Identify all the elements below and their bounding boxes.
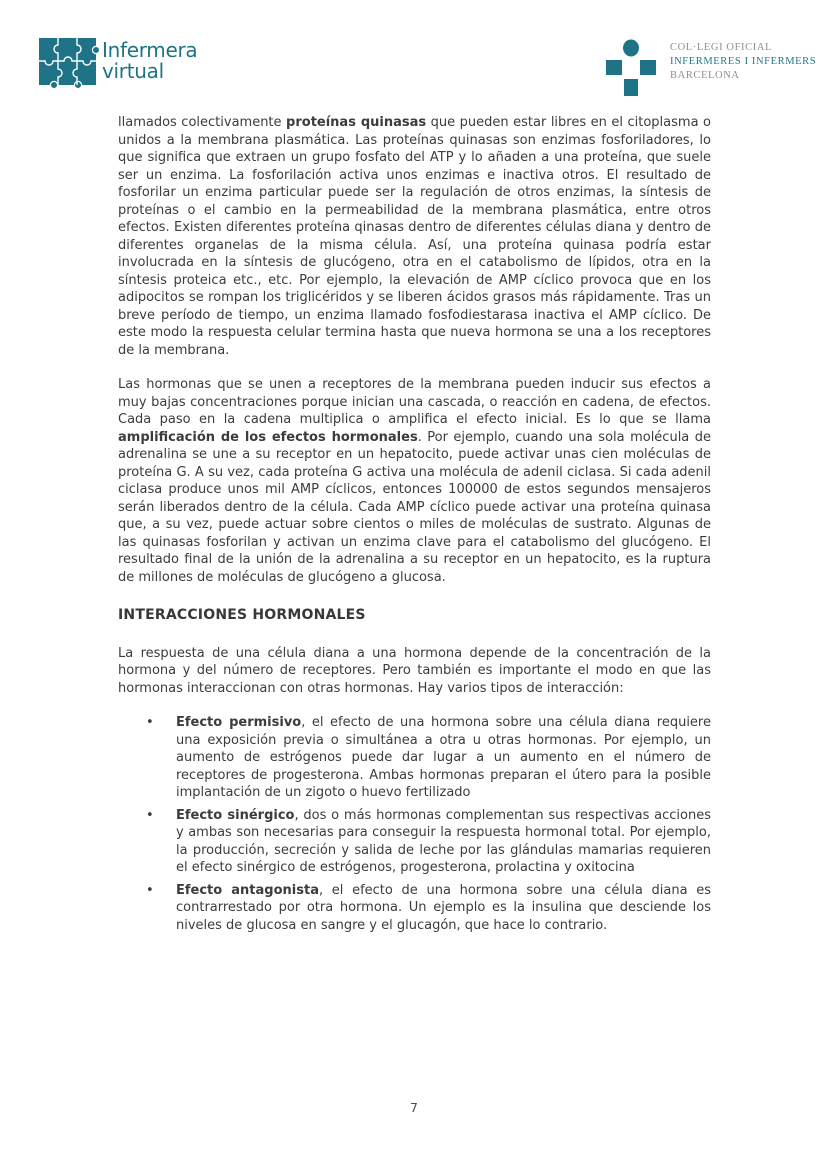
puzzle-icon (38, 37, 100, 91)
intro-paragraph-interacciones: La respuesta de una célula diana a una hormona depende de la concentración de la hormona y del número de receptores. Pero también es importante el modo en que las hormonas interaccionan con otras hormonas. Hay varios tipos de interacción: (118, 645, 711, 696)
logo-line-barcelona: BARCELONA (670, 70, 740, 81)
page-number: 7 (410, 1100, 418, 1115)
infermera-virtual-wordmark (102, 40, 197, 82)
logo-line-infermeres: INFERMERES I INFERMERS (670, 56, 817, 67)
interaction-types-list (118, 714, 711, 934)
collegi-wordmark (670, 41, 816, 83)
infermera-virtual-logo (38, 37, 197, 91)
cross-icon (604, 38, 658, 96)
bullet-item-efecto-antagonista: • Efecto antagonista, el efecto de una hormona sobre una célula diana es contrarrestado por otra hormona. Un ejemplo es la insulina que desciende los niveles de glucosa en sangre y el glucagón, que hace lo contrario. (118, 882, 711, 935)
section-heading-interacciones-hormonales: INTERACCIONES HORMONALES (118, 607, 366, 623)
logo-word-infermera: Infermera (102, 38, 198, 62)
body-paragraph-amplification: Las hormonas que se unen a receptores de la membrana pueden inducir sus efectos a muy bajas concentraciones porque inician una cascada, o reacción en cadena, de efectos. Cada paso en la cadena multiplica o amplifica el efecto inicial. Es lo que se llama amplificación de los efectos hormonales. Por ejemplo, cuando una sola molécula de adrenalina se une a su receptor en un hepatocito, puede activar unas cien moléculas de proteína G. A su vez, cada proteína G activa una molécula de adenil ciclasa. Si cada adenil ciclasa produce unos mil AMP cíclicos, entonces 100000 de estos segundos mensajeros serán liberados dentro de la célula. Cada AMP cíclico puede activar una proteína quinasa que, a su vez, puede actuar sobre cientos o miles de moléculas de sustrato. Algunas de las quinasas fosforilan y activan un enzima clave para el catabolismo del glucógeno. El resultado final de la unión de la adrenalina a su receptor en un hepatocito, es la ruptura de millones de moléculas de glucógeno a glucosa. (118, 377, 711, 585)
bullet-item-efecto-permisivo: • Efecto permisivo, el efecto de una hormona sobre una célula diana requiere una exposición previa o simultánea a otra u otras hormonas. Por ejemplo, un aumento de estrógenos puede dar lugar a un aumento en el número de receptores de progesterona. Ambas hormonas preparan el útero para la posible implantación de un zigoto o huevo fertilizado (118, 714, 711, 802)
collegi-infermeres-logo (604, 38, 816, 96)
body-paragraph-protein-kinases: llamados colectivamente proteínas quinasas que pueden estar libres en el citoplasma o unidos a la membrana plasmática. Las proteínas quinasas son enzimas fosforiladores, lo que significa que extraen un grupo fosfato del ATP y lo añaden a una proteína, que suele ser un enzima. La fosforilación activa unos enzimas e inactiva otros. El resultado de fosforilar un enzima particular puede ser la regulación de otros enzimas, la síntesis de proteínas o el cambio en la permeabilidad de la membrana plasmática, entre otros efectos. Existen diferentes proteína qinasas dentro de diferentes células diana y dentro de diferentes organelas de la misma célula. Así, una proteína quinasa podría estar involucrada en la síntesis de glucógeno, otra en el catabolismo de lípidos, otra en la síntesis proteica etc., etc. Por ejemplo, la elevación de AMP cíclico provoca que en los adipocitos se rompan los triglicéridos y se liberen ácidos grasos más rápidamente. Tras un breve período de tiempo, un enzima llamado fosfodiestarasa inactiva el AMP cíclico. De este modo la respuesta celular termina hasta que nueva hormona se una a los receptores de la membrana. (118, 115, 711, 358)
logo-line-collegi-oficial: COL·LEGI OFICIAL (670, 42, 773, 53)
bullet-item-efecto-sinergico: • Efecto sinérgico, dos o más hormonas complementan sus respectivas acciones y ambas son necesarias para conseguir la respuesta hormonal total. Por ejemplo, la producción, secreción y salida de leche por las glándulas mamarias requieren el efecto sinérgico de estrógenos, progesterona, prolactina y oxitocina (118, 807, 711, 877)
document-body (118, 114, 711, 939)
logo-word-virtual: virtual (102, 59, 164, 83)
